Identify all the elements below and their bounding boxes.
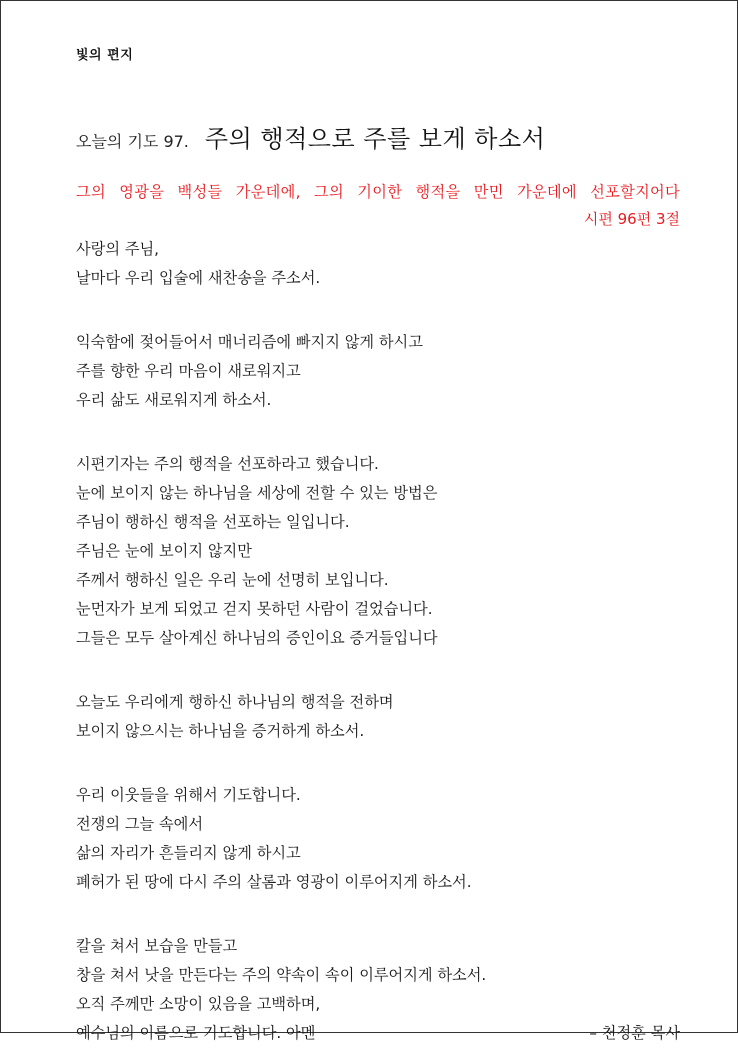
prayer-line: 보이지 않으시는 하나님을 증거하게 하소서. <box>76 722 365 740</box>
scripture-verse <box>76 179 680 233</box>
prayer-line: 주를 향한 우리 마음이 새로워지고 <box>76 362 301 380</box>
prayer-line: 시편기자는 주의 행적을 선포하라고 했습니다. <box>76 455 379 473</box>
prayer-line: 오직 주께만 소망이 있음을 고백하며, <box>76 995 321 1013</box>
prayer-line: 오늘도 우리에게 행하신 하나님의 행적을 전하며 <box>76 693 394 711</box>
verse-reference: 시편 96편 3절 <box>583 210 680 228</box>
prayer-line: 눈에 보이지 않는 하나님을 세상에 전할 수 있는 방법은 <box>76 484 438 502</box>
prayer-line: 날마다 우리 입술에 새찬송을 주소서. <box>76 269 321 287</box>
brand-title: 빛의 편지 <box>76 48 134 63</box>
prayer-line: 우리 삶도 새로워지게 하소서. <box>76 391 272 409</box>
prayer-number: 오늘의 기도 97. <box>76 132 189 151</box>
prayer-line: 삶의 자리가 흔들리지 않게 하시고 <box>76 844 301 862</box>
prayer-line: 그들은 모두 살아계신 하나님의 증인이요 증거들입니다 <box>76 629 438 647</box>
prayer-line: 사랑의 주님, <box>76 240 160 258</box>
prayer-line: 눈먼자가 보게 되었고 걷지 못하던 사람이 걸었습니다. <box>76 600 433 618</box>
prayer-line: 창을 쳐서 낫을 만든다는 주의 약속이 속이 이루어지게 하소서. <box>76 966 487 984</box>
prayer-title <box>76 119 545 154</box>
prayer-heading: 주의 행적으로 주를 보게 하소서 <box>204 125 546 153</box>
prayer-line: 예수님의 이름으로 기도합니다. 아멘 <box>76 1024 316 1042</box>
author-signature: – 천정훈 목사 <box>589 1024 680 1042</box>
verse-text: 그의 영광을 백성들 가운데에, 그의 기이한 행적을 만민 가운데에 선포할지어다 <box>76 183 680 201</box>
prayer-line: 주님은 눈에 보이지 않지만 <box>76 542 252 560</box>
prayer-line: 우리 이웃들을 위해서 기도합니다. <box>76 786 301 804</box>
prayer-line: 익숙함에 젖어들어서 매너리즘에 빠지지 않게 하시고 <box>76 333 423 351</box>
prayer-body <box>76 235 680 1048</box>
closing-line <box>76 1019 680 1048</box>
prayer-line: 폐허가 된 땅에 다시 주의 살롬과 영광이 이루어지게 하소서. <box>76 873 472 891</box>
prayer-line: 칼을 쳐서 보습을 만들고 <box>76 937 238 955</box>
prayer-line: 주께서 행하신 일은 우리 눈에 선명히 보입니다. <box>76 571 389 589</box>
prayer-line: 전쟁의 그늘 속에서 <box>76 815 204 833</box>
prayer-line: 주님이 행하신 행적을 선포하는 일입니다. <box>76 513 350 531</box>
